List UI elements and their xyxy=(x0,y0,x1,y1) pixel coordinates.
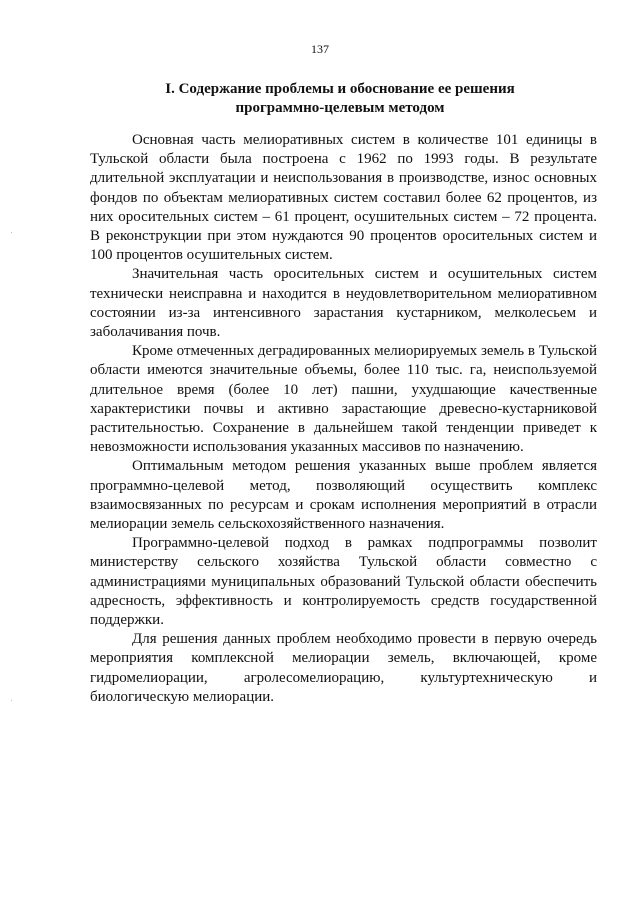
scan-speck xyxy=(11,700,12,701)
paragraph-3: Кроме отмеченных деградированных мелиорируемых земель в Тульской области имеются значительные объемы, более 110 тыс. га, неиспользуемой длительное время (более 10 лет) пашни, ухудшающие качественные характеристики почвы и активно зарастающие древесно-кустарниковой растительностью. Сохранение в дальнейшем такой тенденции приведет к невозможности использования указанных массивов по назначению. xyxy=(90,343,597,456)
page-number: 137 xyxy=(311,42,329,56)
paragraph-4: Оптимальным методом решения указанных выше проблем является программно-целевой метод, позволяющий осуществить комплекс взаимосвязанных по ресурсам и срокам исполнения мероприятий в отрасли мелиорации земель сельскохозяйственного назначения. xyxy=(90,458,597,533)
section-title xyxy=(90,80,590,118)
scan-speck xyxy=(11,232,12,233)
paragraph-2: Значительная часть оросительных систем и осушительных систем технически неисправна и находится в неудовлетворительном мелиоративном состоянии из-за интенсивного зарастания кустарником, мелколесьем и заболачивания почв. xyxy=(90,266,597,341)
paragraph-5: Программно-целевой подход в рамках подпрограммы позволит министерству сельского хозяйства Тульской области совместно с администрациями муниципальных образований Тульской области обеспечить адресность, эффективность и контролируемость средств государственной поддержки. xyxy=(90,535,597,629)
paragraph-6: Для решения данных проблем необходимо провести в первую очередь мероприятия комплексной мелиорации земель, включающей, кроме гидромелиорации, агролесомелиорацию, культуртехническую и биологическую мелиорации. xyxy=(90,631,597,705)
paragraph-1: Основная часть мелиоративных систем в количестве 101 единицы в Тульской области была построена с 1962 по 1993 годы. В результате длительной эксплуатации и неиспользования в производстве, износ основных фондов по объектам мелиоративных систем составил более 62 процентов, из них оросительных систем – 61 процент, осушительных систем – 72 процента. В реконструкции при этом нуждаются 90 процентов оросительных систем и 100 процентов осушительных систем. xyxy=(90,132,597,264)
section-title-line-1: I. Содержание проблемы и обоснование ее решения xyxy=(165,81,515,97)
section-title-line-2: программно-целевым методом xyxy=(235,100,445,116)
body-text xyxy=(90,131,597,707)
